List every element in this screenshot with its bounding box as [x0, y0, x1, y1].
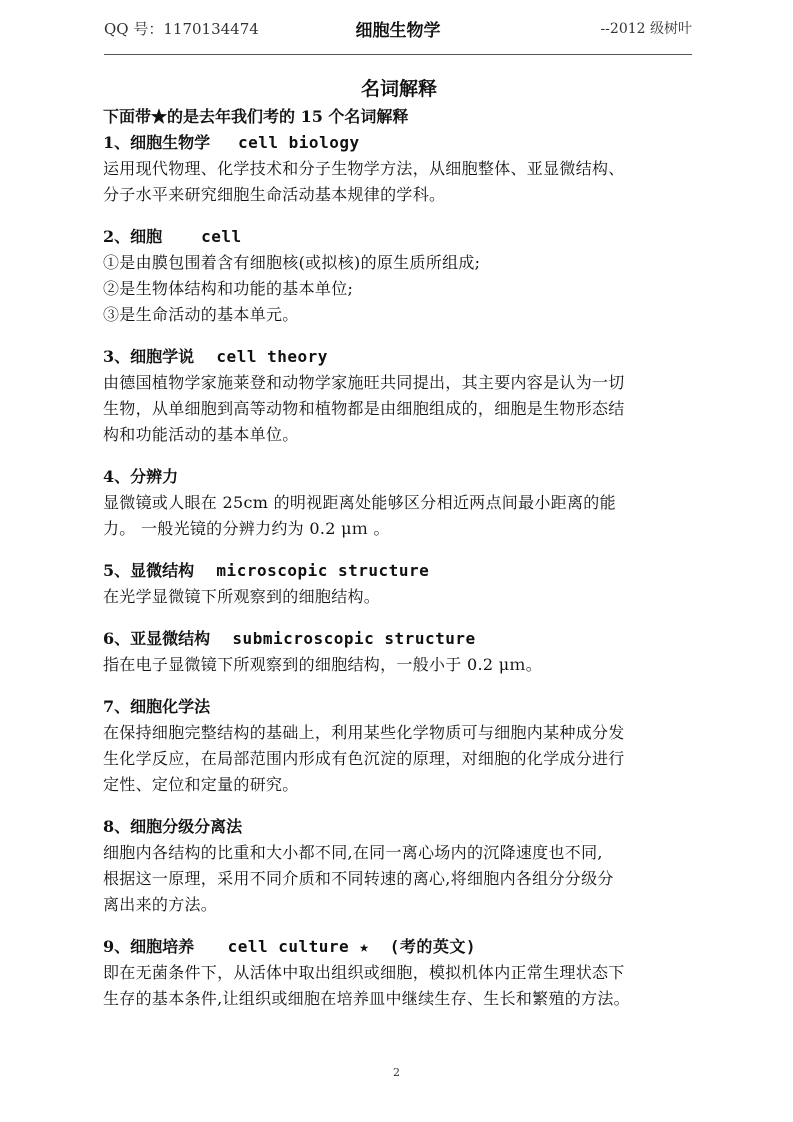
term-name: 9、细胞培养	[103, 937, 195, 956]
term-5	[103, 558, 695, 610]
header-qq: QQ 号：1170134474	[104, 20, 259, 38]
term-english: cell theory	[216, 347, 328, 366]
term-definition-line: 指在电子显微镜下所观察到的细胞结构，一般小于 0.2 μｍ。	[103, 655, 543, 674]
term-4	[103, 464, 695, 542]
term-heading	[103, 464, 695, 490]
document-body	[103, 74, 695, 1012]
term-definition-line: 在保持细胞完整结构的基础上，利用某些化学物质可与细胞内某种成分发	[103, 723, 625, 742]
term-definition-line: 生物，从单细胞到高等动物和植物都是由细胞组成的，细胞是生物形态结	[103, 399, 625, 418]
term-definition-line: 由德国植物学家施莱登和动物学家施旺共同提出，其主要内容是认为一切	[103, 373, 625, 392]
term-heading	[103, 626, 695, 652]
term-definition-line: 离出来的方法。	[103, 895, 218, 914]
doc-title: 名词解释	[360, 78, 437, 100]
term-name: 8、细胞分级分离法	[103, 817, 243, 836]
term-name: 1、细胞生物学	[103, 133, 211, 152]
term-name: 6、亚显微结构	[103, 629, 211, 648]
term-heading	[103, 814, 695, 840]
term-name: 4、分辨力	[103, 467, 179, 486]
term-heading	[103, 130, 695, 156]
term-name: 3、细胞学说	[103, 347, 195, 366]
term-definition-line: ②是生物体结构和功能的基本单位;	[103, 279, 354, 298]
term-definition-line: 定性、定位和定量的研究。	[103, 775, 299, 794]
term-7	[103, 694, 695, 798]
term-definition-line: 在光学显微镜下所观察到的细胞结构。	[103, 587, 381, 606]
term-definition-line: 显微镜或人眼在 25cm 的明视距离处能够区分相近两点间最小距离的能	[103, 493, 616, 512]
term-english: cell	[201, 227, 242, 246]
term-heading	[103, 224, 695, 250]
term-english: cell biology	[238, 133, 360, 152]
term-english: submicroscopic structure	[232, 629, 476, 648]
term-1	[103, 130, 695, 208]
term-2	[103, 224, 695, 328]
term-definition-line: 即在无菌条件下，从活体中取出组织或细胞，模拟机体内正常生理状态下	[103, 963, 625, 982]
term-definition-line: 构和功能活动的基本单位。	[103, 425, 299, 444]
term-heading	[103, 558, 695, 584]
page-header	[104, 14, 692, 42]
term-english: cell culture ★ (考的英文)	[227, 937, 476, 956]
term-8	[103, 814, 695, 918]
term-heading	[103, 934, 695, 960]
term-heading	[103, 694, 695, 720]
term-definition-line: ③是生命活动的基本单元。	[103, 305, 299, 324]
term-definition-line: 生化学反应，在局部范围内形成有色沉淀的原理，对细胞的化学成分进行	[103, 749, 625, 768]
header-divider	[104, 54, 692, 55]
term-definition-line: 生存的基本条件,让组织或细胞在培养皿中继续生存、生长和繁殖的方法。	[103, 989, 630, 1008]
term-definition-line: 细胞内各结构的比重和大小都不同,在同一离心场内的沉降速度也不同,	[103, 843, 603, 862]
term-heading	[103, 344, 695, 370]
page-number: 2	[393, 1066, 400, 1079]
term-definition-line: 力。 一般光镜的分辨力约为 0.2 μｍ 。	[103, 519, 390, 538]
header-course-title: 细胞生物学	[355, 21, 441, 41]
term-name: 7、细胞化学法	[103, 697, 211, 716]
doc-subtitle: 下面带★的是去年我们考的 15 个名词解释	[103, 107, 409, 126]
term-definition-line: 运用现代物理、化学技术和分子生物学方法，从细胞整体、亚显微结构、	[103, 159, 625, 178]
term-name: 5、显微结构	[103, 561, 195, 580]
term-definition-line: ①是由膜包围着含有细胞核(或拟核)的原生质所组成;	[103, 253, 481, 272]
header-author: --2012 级树叶	[600, 21, 692, 37]
term-3	[103, 344, 695, 448]
term-english: microscopic structure	[216, 561, 430, 580]
term-name: 2、细胞	[103, 227, 163, 246]
term-6	[103, 626, 695, 678]
term-definition-line: 分子水平来研究细胞生命活动基本规律的学科。	[103, 185, 446, 204]
term-9	[103, 934, 695, 1012]
term-definition-line: 根据这一原理，采用不同介质和不同转速的离心,将细胞内各组分分级分	[103, 869, 614, 888]
